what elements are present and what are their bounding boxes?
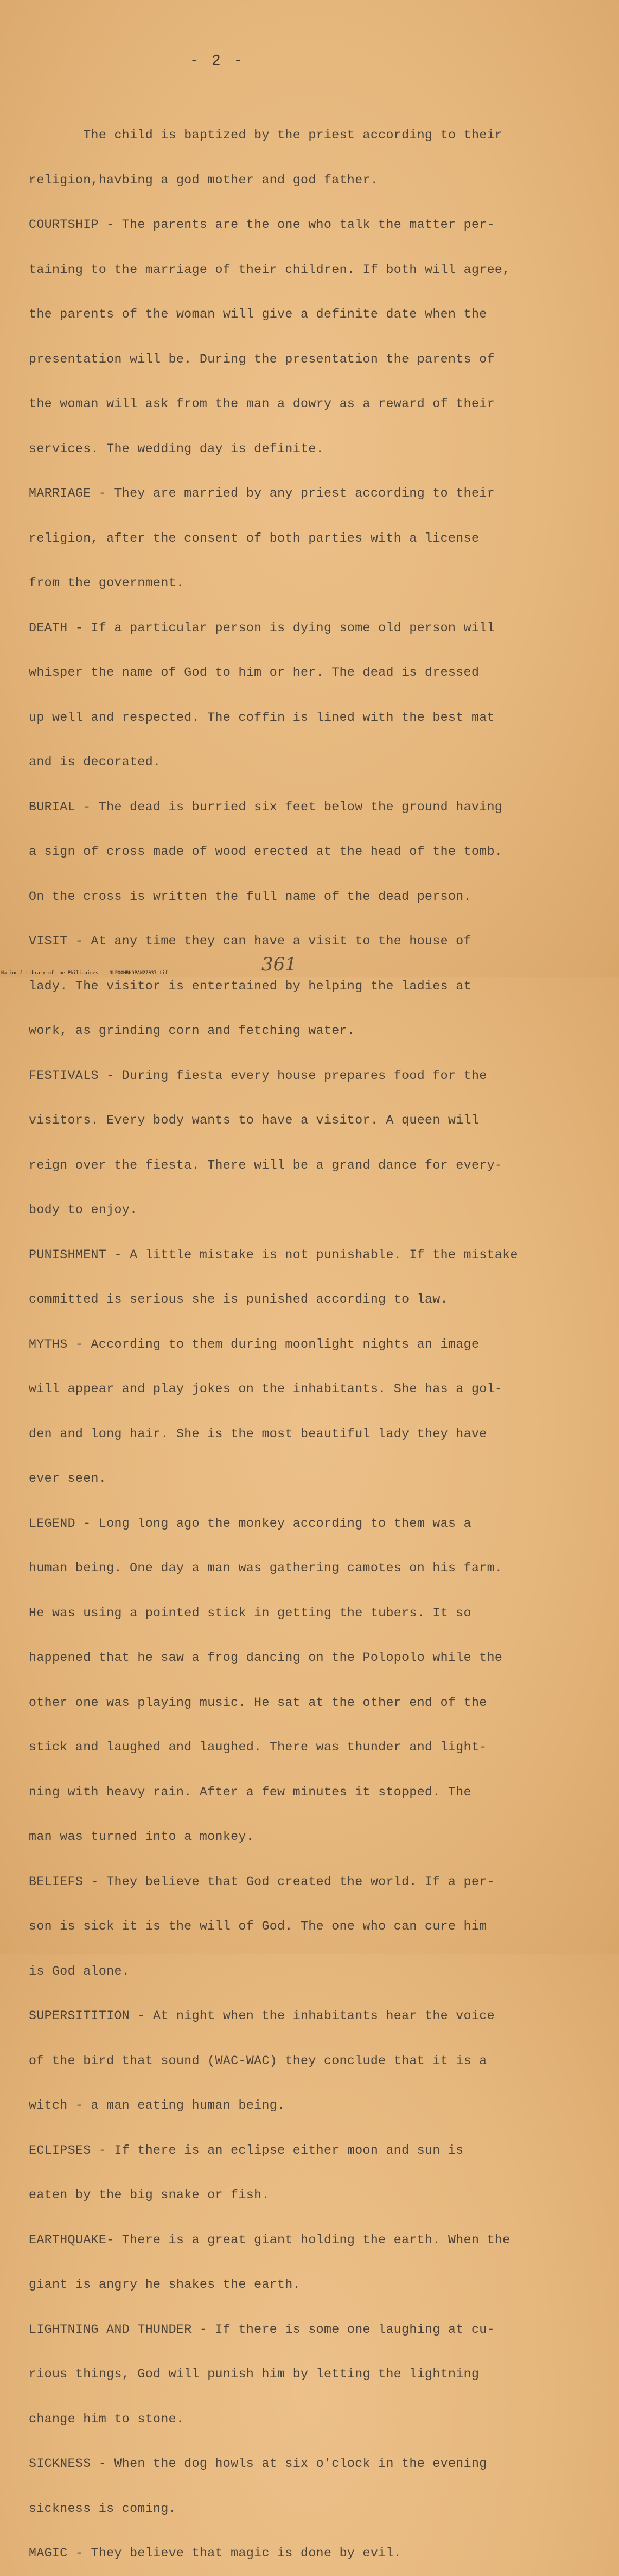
text-line: SICKNESS - When the dog howls at six o'clock in the evening: [29, 2457, 487, 2471]
text-line: lady. The visitor is entertained by helping the ladies at: [29, 979, 471, 993]
page-number: - 2 -: [190, 53, 245, 69]
text-line: BELIEFS - They believe that God created the world. If a per-: [29, 1874, 495, 1889]
text-line: presentation will be. During the presentation the parents of: [29, 352, 495, 366]
text-line: human being. One day a man was gathering camotes on his farm.: [29, 1561, 503, 1575]
text-line: witch - a man eating human being.: [29, 2098, 285, 2112]
text-line: services. The wedding day is definite.: [29, 441, 324, 456]
handwritten-page-number: 361: [261, 954, 297, 975]
text-line: the parents of the woman will give a definite date when the: [29, 307, 487, 321]
text-line: stick and laughed and laughed. There was thunder and light-: [29, 1740, 487, 1754]
text-line: MYTHS - According to them during moonlight nights an image: [29, 1337, 480, 1352]
text-line: COURTSHIP - The parents are the one who talk the matter per-: [29, 218, 495, 232]
text-line: VISIT - At any time they can have a visit to the house of: [29, 934, 471, 948]
text-line: den and long hair. She is the most beautiful lady they have: [29, 1426, 487, 1441]
text-line: religion, after the consent of both parties with a license: [29, 531, 480, 545]
text-line: FESTIVALS - During fiesta every house prepares food for the: [29, 1068, 487, 1083]
text-line: ning with heavy rain. After a few minutes it stopped. The: [29, 1785, 471, 1799]
text-line: sickness is coming.: [29, 2501, 176, 2516]
text-line: change him to stone.: [29, 2412, 184, 2426]
text-line: work, as grinding corn and fetching water.: [29, 1024, 355, 1038]
text-line: MARRIAGE - They are married by any priest according to their: [29, 486, 495, 500]
text-line: The child is baptized by the priest according to their: [29, 128, 503, 142]
text-line: taining to the marriage of their children. If both will agree,: [29, 262, 510, 277]
text-line: SUPERSITITION - At night when the inhabitants hear the voice: [29, 2009, 495, 2023]
text-line: the woman will ask from the man a dowry as a reward of their: [29, 397, 495, 411]
text-line: EARTHQUAKE- There is a great giant holding the earth. When the: [29, 2232, 510, 2247]
text-line: man was turned into a monkey.: [29, 1830, 254, 1844]
text-line: eaten by the big snake or fish.: [29, 2188, 270, 2202]
text-line: LIGHTNING AND THUNDER - If there is some one laughing at cu-: [29, 2322, 495, 2337]
text-line: LEGEND - Long long ago the monkey according to them was a: [29, 1516, 471, 1531]
text-line: religion,havbing a god mother and god father.: [29, 173, 379, 187]
text-line: BURIAL - The dead is burried six feet below the ground having: [29, 800, 503, 814]
text-line: whisper the name of God to him or her. The dead is dressed: [29, 665, 480, 680]
text-line: visitors. Every body wants to have a visitor. A queen will: [29, 1113, 480, 1127]
text-line: son is sick it is the will of God. The one who can cure him: [29, 1919, 487, 1933]
text-line: is God alone.: [29, 1964, 130, 1978]
text-line: rious things, God will punish him by letting the lightning: [29, 2367, 480, 2381]
text-line: other one was playing music. He sat at the other end of the: [29, 1695, 487, 1710]
text-line: On the cross is written the full name of the dead person.: [29, 889, 471, 904]
text-line: from the government.: [29, 576, 184, 590]
text-line: PUNISHMENT - A little mistake is not punishable. If the mistake: [29, 1247, 518, 1262]
text-line: reign over the fiesta. There will be a grand dance for every-: [29, 1158, 503, 1172]
text-line: of the bird that sound (WAC-WAC) they conclude that it is a: [29, 2053, 487, 2068]
footer-caption: National Library of the Philippines NLPOOMRHDPAN27037.tif: [1, 970, 168, 976]
text-line: up well and respected. The coffin is lined with the best mat: [29, 710, 495, 725]
text-line: DEATH - If a particular person is dying some old person will: [29, 620, 495, 635]
text-line: will appear and play jokes on the inhabitants. She has a gol-: [29, 1382, 503, 1396]
text-line: committed is serious she is punished according to law.: [29, 1292, 448, 1306]
text-line: ECLIPSES - If there is an eclipse either moon and sun is: [29, 2143, 464, 2158]
text-line: He was using a pointed stick in getting the tubers. It so: [29, 1606, 471, 1620]
text-line: body to enjoy.: [29, 1203, 138, 1217]
text-line: a sign of cross made of wood erected at the head of the tomb.: [29, 845, 503, 859]
text-line: MAGIC - They believe that magic is done by evil.: [29, 2546, 402, 2560]
text-line: happened that he saw a frog dancing on the Polopolo while the: [29, 1651, 503, 1665]
text-line: giant is angry he shakes the earth.: [29, 2277, 301, 2292]
document-body: [29, 98, 604, 2576]
text-line: ever seen.: [29, 1471, 107, 1486]
text-line: and is decorated.: [29, 755, 161, 769]
